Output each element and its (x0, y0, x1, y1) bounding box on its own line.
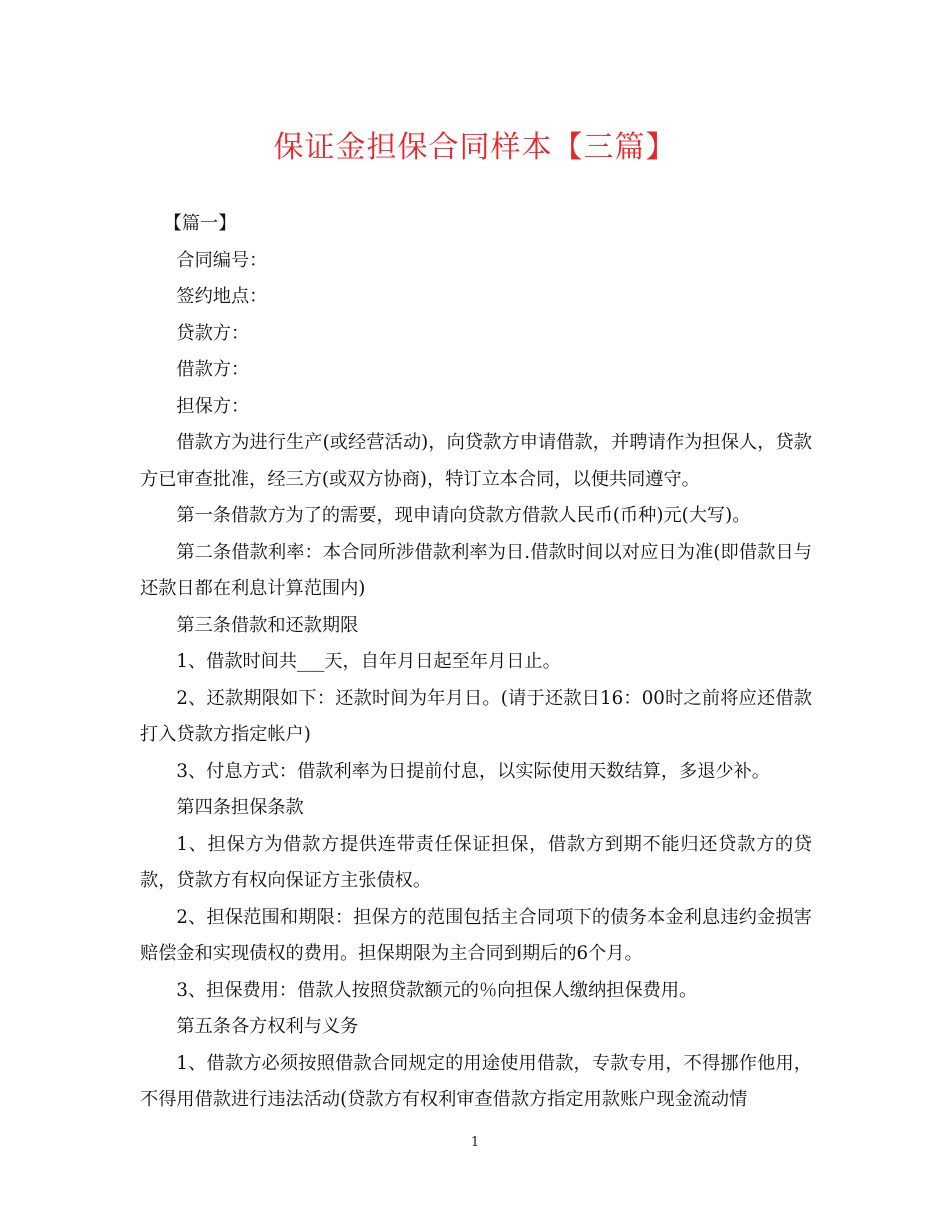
heading-article-5: 第五条各方权利与义务 (176, 1016, 359, 1037)
field-guarantor: 担保方： (176, 395, 250, 417)
paragraph-article-4-item-2: 2、担保范围和期限：担保方的范围包括主合同项下的债务本金利息违约金损害赔偿金和实现债权的费用。担保期限为主合同到期后的6个月。 (140, 906, 812, 964)
paragraph-preamble: 借款方为进行生产(或经营活动)，向贷款方申请借款，并聘请作为担保人，贷款方已审查批准，经三方(或双方协商)，特订立本合同，以便共同遵守。 (140, 432, 812, 490)
field-borrower: 借款方： (176, 359, 250, 380)
paragraph-article-2: 第二条借款利率：本合同所涉借款利率为日.借款时间以对应日为准(即借款日与还款日都在利息计算范围内) (140, 541, 812, 599)
paragraph-article-1: 第一条借款方为了的需要，现申请向贷款方借款人民币(币种)元(大写)。 (176, 505, 751, 526)
document-title: 保证金担保合同样本【三篇】 (273, 130, 677, 165)
paragraph-article-4-item-3: 3、担保费用：借款人按照贷款额元的％向担保人缴纳担保费用。 (176, 979, 698, 1001)
paragraph-article-3-item-2: 2、还款期限如下：还款时间为年月日。(请于还款日16：00时之前将应还借款打入贷款方指定帐户) (140, 687, 812, 745)
heading-article-3: 第三条借款和还款期限 (176, 614, 359, 636)
paragraph-article-4-item-1: 1、担保方为借款方提供连带责任保证担保，借款方到期不能归还贷款方的贷款，贷款方有权向保证方主张债权。 (140, 833, 812, 891)
document-body (140, 206, 812, 1119)
field-signing-place: 签约地点： (176, 286, 268, 307)
field-lender: 贷款方： (176, 322, 250, 344)
paragraph-article-3-item-1: 1、借款时间共___天，自年月日起至年月日止。 (176, 651, 561, 672)
paragraph-article-3-item-3: 3、付息方式：借款利率为日提前付息，以实际使用天数结算，多退少补。 (176, 760, 770, 782)
field-contract-number: 合同编号： (176, 249, 268, 271)
section-heading: 【篇一】 (163, 213, 237, 234)
page-number: 1 (470, 1135, 480, 1150)
paragraph-article-5-item-1: 1、借款方必须按照借款合同规定的用途使用借款，专款专用，不得挪作他用，不得用借款进行违法活动(贷款方有权利审查借款方指定用款账户现金流动情 (140, 1052, 812, 1110)
heading-article-4: 第四条担保条款 (176, 797, 304, 818)
